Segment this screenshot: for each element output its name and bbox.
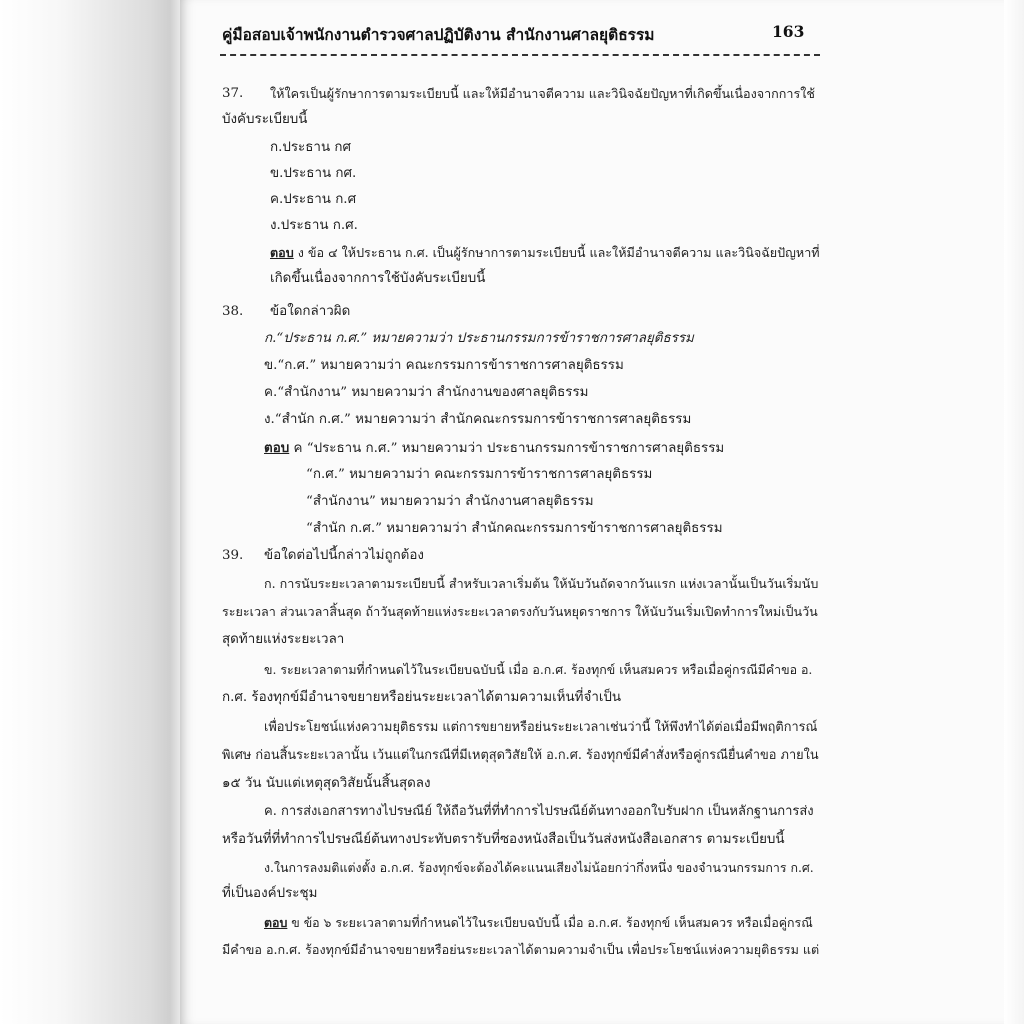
question-38-choice-c: ค.“สำนักงาน” หมายความว่า สำนักงานของศาลยุติธรรม <box>264 385 589 400</box>
question-39-number: 39. <box>222 548 244 563</box>
question-39-answer-line-1: ข ข้อ ๖ ระยะเวลาตามที่กำหนดไว้ในระเบียบฉบับนี้ เมื่อ อ.ก.ศ. ร้องทุกข์ เห็นสมควร หรือเมื่อคู่กรณี <box>287 915 813 930</box>
question-39-choice-b-para-line-2: พิเศษ ก่อนสิ้นระยะเวลานั้น เว้นแต่ในกรณีที่มีเหตุสุดวิสัยให้ อ.ก.ศ. ร้องทุกข์มีคำสั่งหรือคู่กรณียื่นคำขอ ภายใน <box>222 748 819 763</box>
question-39-choice-b-line-2: ก.ศ. ร้องทุกข์มีอำนาจขยายหรือย่นระยะเวลาได้ตามความเห็นที่จำเป็น <box>222 690 622 705</box>
question-38-number: 38. <box>222 304 244 319</box>
header-divider <box>220 54 820 56</box>
question-37-answer-line-1: ง ข้อ ๔ ให้ประธาน ก.ศ. เป็นผู้รักษาการตามระเบียบนี้ และให้มีอำนาจตีความ และวินิจฉัยปัญหาที่ <box>293 245 820 260</box>
running-header <box>222 22 812 47</box>
question-39-choice-d-line-1: ง.ในการลงมติแต่งตั้ง อ.ก.ศ. ร้องทุกข์จะต้องได้คะแนนเสียงไม่น้อยกว่ากึ่งหนึ่ง ของจำนวนกรรมการ ก.ศ. <box>264 860 814 875</box>
question-39-choice-a-line-1: ก. การนับระยะเวลาตามระเบียบนี้ สำหรับเวลาเริ่มต้น ให้นับวันถัดจากวันแรก แห่งเวลานั้นเป็นวันเริ่มนับ <box>264 576 819 591</box>
question-39-text: ข้อใดต่อไปนี้กล่าวไม่ถูกต้อง <box>264 548 424 563</box>
question-38-answer-line-4: “สำนัก ก.ศ.” หมายความว่า สำนักคณะกรรมการข้าราชการศาลยุติธรรม <box>306 521 723 536</box>
question-37-choice-c: ค.ประธาน ก.ศ <box>270 192 357 207</box>
question-38-answer <box>264 438 724 459</box>
book-spine-shadow <box>0 0 180 1024</box>
page-number: 163 <box>772 22 805 41</box>
question-37-answer-line-2: เกิดขึ้นเนื่องจากการใช้บังคับระเบียบนี้ <box>270 271 486 286</box>
question-39-choice-c-line-2: หรือวันที่ที่ทำการไปรษณีย์ต้นทางประทับตรารับที่ซองหนังสือเป็นวันส่งหนังสือเอกสาร ตามระเบียบนี้ <box>222 832 785 847</box>
page-edge <box>1004 0 1024 1024</box>
question-37-choice-d: ง.ประธาน ก.ศ. <box>270 218 358 233</box>
question-39-choice-b-para-line-1: เพื่อประโยชน์แห่งความยุติธรรม แต่การขยายหรือย่นระยะเวลาเช่นว่านี้ ให้พึงทำได้ต่อเมื่อมีพฤติการณ์ <box>264 720 818 735</box>
question-37-answer <box>270 243 820 263</box>
question-37-choice-b: ข.ประธาน กศ. <box>270 166 357 181</box>
question-39-choice-a-line-2: ระยะเวลา ส่วนเวลาสิ้นสุด ถ้าวันสุดท้ายแห่งระยะเวลาตรงกับวันหยุดราชการ ให้นับวันเริ่มเปิดทำการใหม่เป็นวัน <box>222 604 818 619</box>
question-37-text-line-2: บังคับระเบียบนี้ <box>222 112 308 127</box>
question-39-choice-b-para-line-3: ๑๕ วัน นับแต่เหตุสุดวิสัยนั้นสิ้นสุดลง <box>222 776 431 791</box>
question-37-number: 37. <box>222 86 244 101</box>
question-39-choice-d-line-2: ที่เป็นองค์ประชุม <box>222 886 318 901</box>
question-38-choice-a: ก.“ประธาน ก.ศ.” หมายความว่า ประธานกรรมการข้าราชการศาลยุติธรรม <box>264 331 694 346</box>
question-37-choice-a: ก.ประธาน กศ <box>270 140 351 155</box>
question-38-text: ข้อใดกล่าวผิด <box>270 304 351 319</box>
answer-label: ตอบ <box>264 440 290 456</box>
question-39-choice-b-line-1: ข. ระยะเวลาตามที่กำหนดไว้ในระเบียบฉบับนี้ เมื่อ อ.ก.ศ. ร้องทุกข์ เห็นสมควร หรือเมื่อคู่กรณีมีคำขอ อ. <box>264 662 813 677</box>
answer-label: ตอบ <box>264 915 288 930</box>
question-38-answer-line-2: “ก.ศ.” หมายความว่า คณะกรรมการข้าราชการศาลยุติธรรม <box>306 467 653 482</box>
question-38-answer-line-1: ค “ประธาน ก.ศ.” หมายความว่า ประธานกรรมการข้าราชการศาลยุติธรรม <box>289 441 725 456</box>
question-37-text-line-1: ให้ใครเป็นผู้รักษาการตามระเบียบนี้ และให้มีอำนาจตีความ และวินิจฉัยปัญหาที่เกิดขึ้นเนื่องจากการใช้ <box>270 86 815 101</box>
book-page <box>180 0 1024 1024</box>
question-39-answer-line-2: มีคำขอ อ.ก.ศ. ร้องทุกข์มีอำนาจขยายหรือย่นระยะเวลาได้ตามความจำเป็น เพื่อประโยชน์แห่งความยุติธรรม แต่ <box>222 942 820 957</box>
question-38-answer-line-3: “สำนักงาน” หมายความว่า สำนักงานศาลยุติธรรม <box>306 494 594 509</box>
question-38-choice-d: ง.“สำนัก ก.ศ.” หมายความว่า สำนักคณะกรรมการข้าราชการศาลยุติธรรม <box>264 412 692 427</box>
header-title: คู่มือสอบเจ้าพนักงานตำรวจศาลปฏิบัติงาน สำนักงานศาลยุติธรรม <box>222 25 655 44</box>
question-39-answer <box>264 913 813 933</box>
question-39-choice-a-line-3: สุดท้ายแห่งระยะเวลา <box>222 632 345 647</box>
question-39-choice-c-line-1: ค. การส่งเอกสารทางไปรษณีย์ ให้ถือวันที่ที่ทำการไปรษณีย์ต้นทางออกใบรับฝาก เป็นหลักฐานการส่ง <box>264 804 814 819</box>
question-38-choice-b: ข.“ก.ศ.” หมายความว่า คณะกรรมการข้าราชการศาลยุติธรรม <box>264 358 624 373</box>
answer-label: ตอบ <box>270 245 294 260</box>
